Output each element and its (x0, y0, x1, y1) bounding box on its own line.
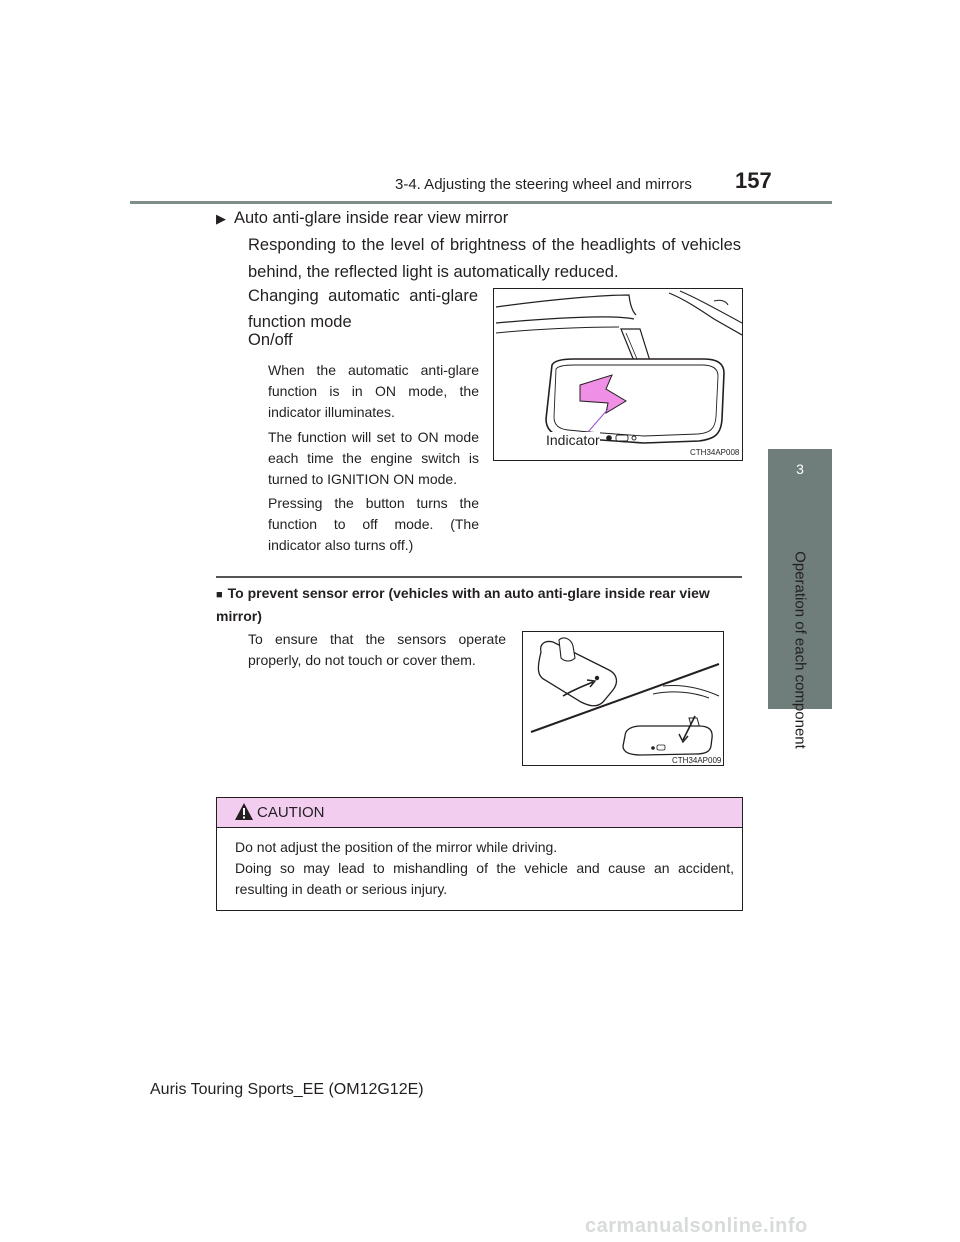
caution-line: Do not adjust the position of the mirror while driving. (235, 839, 558, 855)
mirror-drawing (494, 289, 742, 460)
watermark: carmanualsonline.info (585, 1215, 808, 1237)
onoff-label: On/off (248, 331, 293, 349)
body-paragraph: When the automatic anti-glare function is in ON mode, the indicator illuminates. (268, 362, 479, 420)
intro-paragraph: Responding to the level of brightness of the headlights of vehicles behind, the reflected light is automatically reduced. (248, 236, 741, 281)
note-heading (216, 583, 742, 627)
note-paragraph: To ensure that the sensors operate properly, do not touch or cover them. (248, 631, 506, 668)
body-paragraph: The function will set to ON mode each time the engine switch is turned to IGNITION ON mode. (268, 429, 479, 487)
section-heading (216, 209, 508, 228)
sensor-illustration (522, 631, 724, 766)
warning-triangle-icon (234, 802, 254, 821)
mirror-illustration (493, 288, 743, 461)
section-divider (216, 576, 742, 578)
chapter-tab-number: 3 (796, 461, 804, 477)
caution-text (235, 837, 734, 900)
section-heading-text: Auto anti-glare inside rear view mirror (234, 209, 509, 227)
caution-box (216, 797, 743, 911)
chapter-tab-label: Operation of each component (791, 551, 809, 749)
caution-header (217, 798, 742, 828)
sub-heading: Changing automatic anti-glare function mode (248, 287, 478, 331)
caution-line: Doing so may lead to mishandling of the vehicle and cause an accident, resulting in death or serious injury. (235, 860, 734, 897)
running-header-section: 3-4. Adjusting the steering wheel and mirrors (395, 176, 692, 193)
sensor-drawing (523, 632, 723, 765)
page-number: 157 (735, 168, 772, 193)
header-rule (130, 201, 832, 204)
triangle-bullet-icon: ▶ (216, 211, 226, 226)
note-heading-text: To prevent sensor error (vehicles with an auto anti-glare inside rear view mirror) (216, 585, 710, 624)
caution-title: CAUTION (257, 804, 325, 821)
square-bullet-icon: ■ (216, 589, 223, 601)
footer-text: Auris Touring Sports_EE (OM12G12E) (150, 1081, 424, 1098)
indicator-callout-label: Indicator (546, 432, 600, 448)
figure-code: CTH34AP008 (690, 448, 740, 457)
body-paragraph: Pressing the button turns the function to off mode. (The indicator also turns off.) (268, 495, 479, 553)
figure-code: CTH34AP009 (672, 756, 722, 765)
